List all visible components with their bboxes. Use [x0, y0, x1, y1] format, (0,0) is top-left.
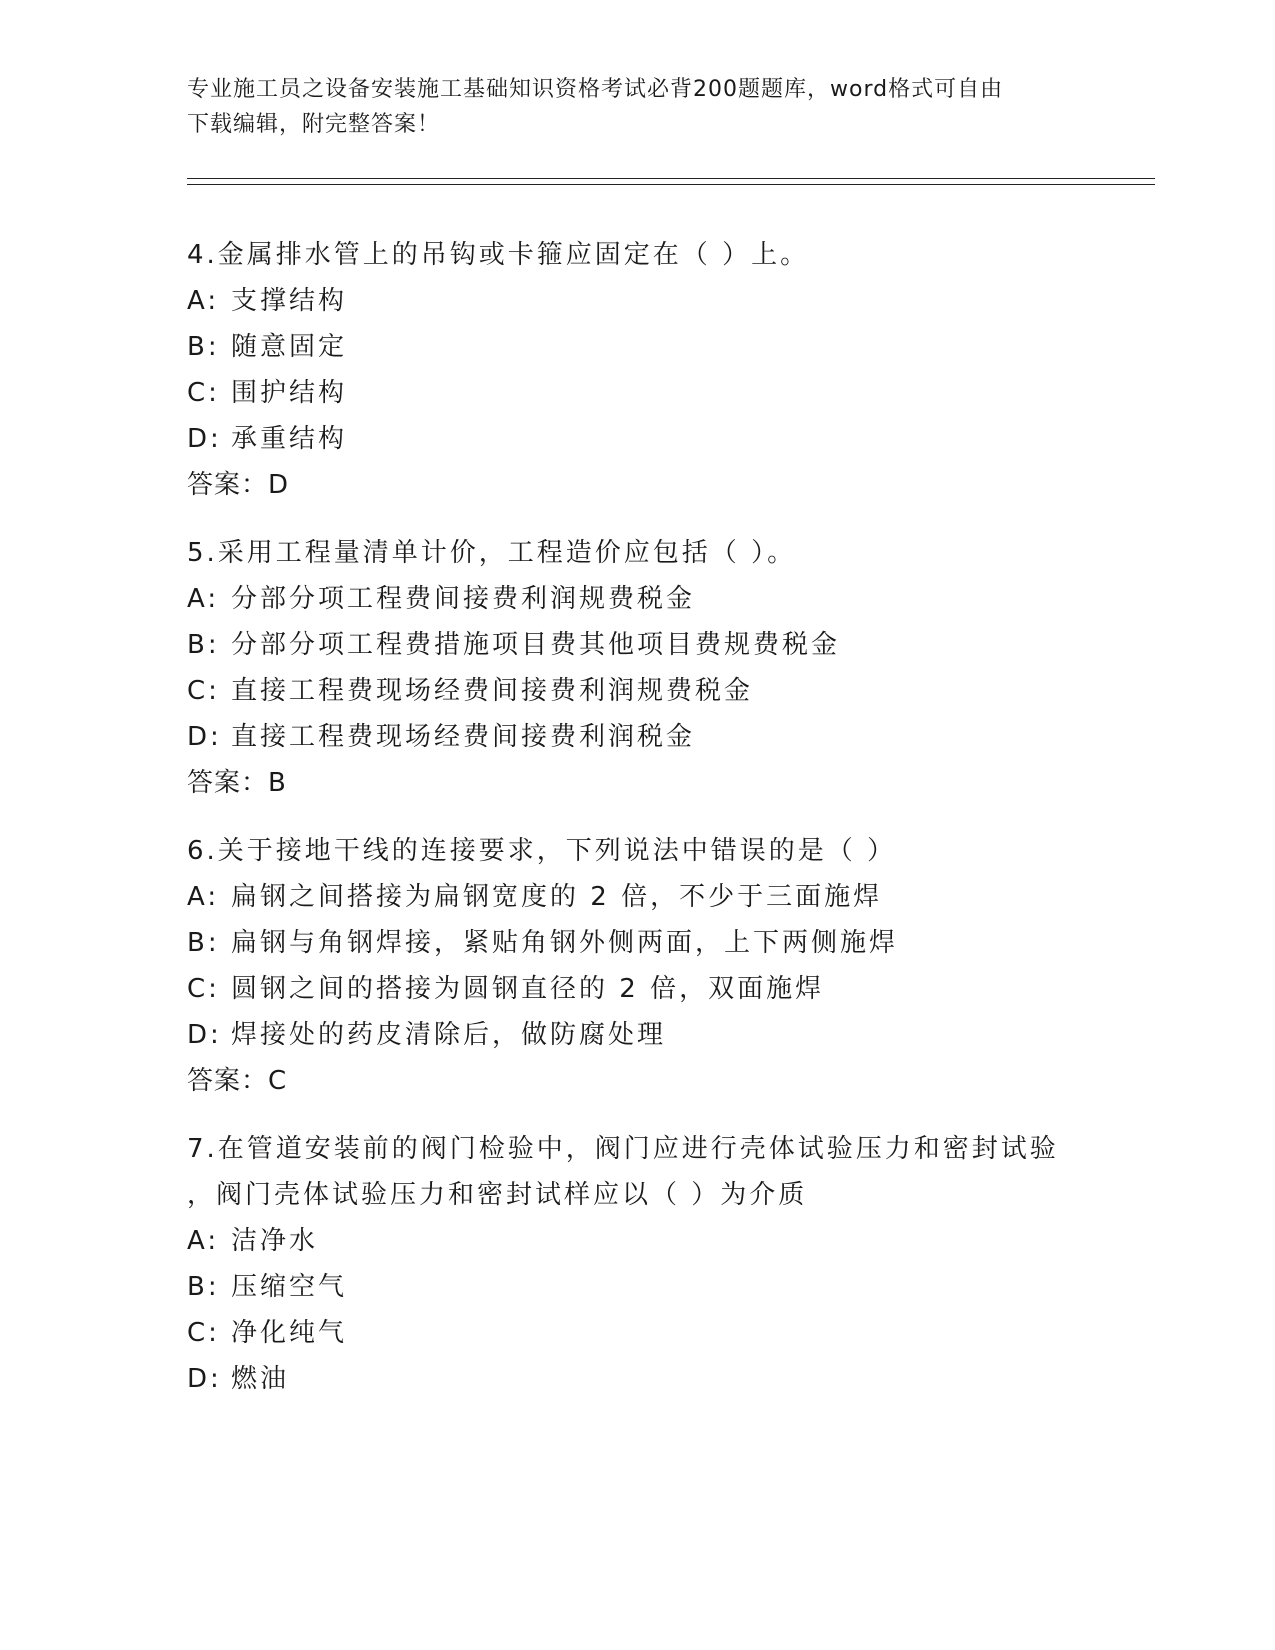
- question-6: [187, 828, 1147, 1104]
- option-text: 洁净水: [231, 1226, 319, 1256]
- question-stem-line: 5.采用工程量清单计价，工程造价应包括（ ）。: [187, 538, 797, 568]
- option-label: D:: [187, 722, 222, 752]
- option-text: 焊接处的药皮清除后，做防腐处理: [231, 1020, 667, 1050]
- option-label: B:: [187, 630, 220, 660]
- option-text: 扁钢与角钢焊接，紧贴角钢外侧两面，上下两侧施焊: [231, 928, 899, 958]
- header-line-2: 下载编辑，附完整答案！: [187, 112, 441, 137]
- option-label: B:: [187, 332, 220, 362]
- question-stem-line: 6.关于接地干线的连接要求，下列说法中错误的是（ ）: [187, 836, 897, 866]
- option-a: [187, 1218, 1147, 1264]
- option-c: [187, 1310, 1147, 1356]
- option-text: 随意固定: [231, 332, 348, 362]
- question-stem: [187, 530, 1147, 576]
- option-a: [187, 278, 1147, 324]
- option-text: 圆钢之间的搭接为圆钢直径的 2 倍，双面施焊: [231, 974, 825, 1004]
- option-label: B:: [187, 928, 220, 958]
- question-stem-line: ，阀门壳体试验压力和密封试样应以（ ）为介质: [187, 1180, 808, 1210]
- answer-line: 答案：D: [187, 470, 290, 500]
- question-stem-line: 7.在管道安装前的阀门检验中，阀门应进行壳体试验压力和密封试验: [187, 1134, 1059, 1164]
- option-text: 压缩空气: [231, 1272, 348, 1302]
- document-header: [187, 72, 1087, 142]
- option-label: B:: [187, 1272, 220, 1302]
- option-b: [187, 920, 1147, 966]
- option-label: D:: [187, 1020, 222, 1050]
- option-label: C:: [187, 378, 220, 408]
- option-label: D:: [187, 1364, 222, 1394]
- option-d: [187, 1356, 1147, 1402]
- option-d: [187, 714, 1147, 760]
- option-label: A:: [187, 584, 220, 614]
- option-a: [187, 874, 1147, 920]
- question-list: [187, 232, 1147, 1424]
- question-5: [187, 530, 1147, 806]
- option-text: 围护结构: [231, 378, 348, 408]
- option-c: [187, 966, 1147, 1012]
- option-text: 承重结构: [231, 424, 348, 454]
- question-stem-line: 4.金属排水管上的吊钩或卡箍应固定在（ ）上。: [187, 240, 810, 270]
- option-text: 直接工程费现场经费间接费利润规费税金: [231, 676, 754, 706]
- option-text: 支撑结构: [231, 286, 348, 316]
- option-label: C:: [187, 974, 220, 1004]
- option-text: 直接工程费现场经费间接费利润税金: [231, 722, 696, 752]
- option-label: C:: [187, 1318, 220, 1348]
- option-d: [187, 416, 1147, 462]
- option-text: 分部分项工程费措施项目费其他项目费规费税金: [231, 630, 841, 660]
- answer-line: 答案：C: [187, 1066, 288, 1096]
- option-c: [187, 370, 1147, 416]
- option-b: [187, 324, 1147, 370]
- option-c: [187, 668, 1147, 714]
- question-stem: [187, 828, 1147, 874]
- option-label: C:: [187, 676, 220, 706]
- option-text: 燃油: [231, 1364, 290, 1394]
- option-text: 扁钢之间搭接为扁钢宽度的 2 倍，不少于三面施焊: [231, 882, 883, 912]
- header-divider-top: [187, 178, 1155, 179]
- option-label: A:: [187, 286, 220, 316]
- option-b: [187, 1264, 1147, 1310]
- answer-line: 答案：B: [187, 768, 287, 798]
- option-label: D:: [187, 424, 222, 454]
- option-text: 净化纯气: [231, 1318, 348, 1348]
- option-b: [187, 622, 1147, 668]
- header-divider-bottom: [187, 184, 1155, 185]
- option-label: A:: [187, 882, 220, 912]
- option-a: [187, 576, 1147, 622]
- question-7: [187, 1126, 1147, 1402]
- question-stem: [187, 1126, 1147, 1218]
- option-label: A:: [187, 1226, 220, 1256]
- question-stem: [187, 232, 1147, 278]
- option-text: 分部分项工程费间接费利润规费税金: [231, 584, 696, 614]
- question-4: [187, 232, 1147, 508]
- option-d: [187, 1012, 1147, 1058]
- header-line-1: 专业施工员之设备安装施工基础知识资格考试必背200题题库，word格式可自由: [187, 77, 1004, 102]
